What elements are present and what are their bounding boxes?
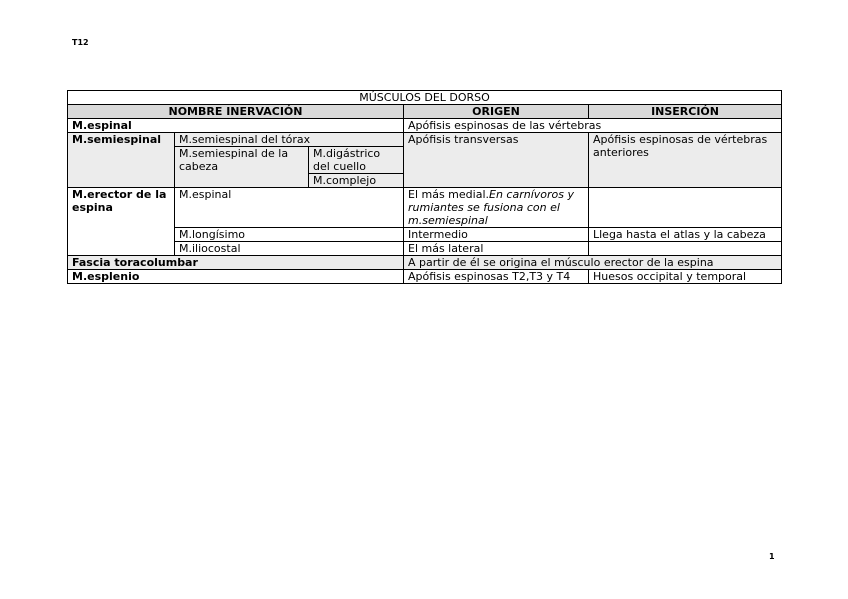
origen-esplenio: Apófisis espinosas T2,T3 y T4 [404,270,589,284]
table-header-row [68,105,782,119]
table-title: MÚSCULOS DEL DORSO [68,91,782,105]
submuscle-torax: M.semiespinal del tórax [175,133,404,147]
origen-espinal: Apófisis espinosas de las vértebras [404,119,782,133]
header-origen: ORIGEN [404,105,589,119]
insercion-esplenio: Huesos occipital y temporal [589,270,782,284]
submuscle-complejo: M.complejo [309,174,404,188]
origen-iliocostal: El más lateral [404,242,589,256]
insercion-semiespinal: Apófisis espinosas de vértebras anteriores [589,133,782,188]
submuscle-iliocostal: M.iliocostal [175,242,404,256]
insercion-erector-espinal [589,188,782,228]
submuscle-cabeza: M.semiespinal de la cabeza [175,147,309,188]
muscle-name-semiespinal: M.semiespinal [68,133,175,188]
muscle-name-esplenio: M.esplenio [68,270,404,284]
origen-erector-espinal-plain: El más medial. [408,188,490,201]
header-insercion: INSERCIÓN [589,105,782,119]
submuscle-espinal: M.espinal [175,188,404,228]
origen-longisimo: Intermedio [404,228,589,242]
origen-erector-espinal-note: En carnívoros y rumiantes se fusiona con el m.semiespinal [408,188,575,227]
insercion-longisimo: Llega hasta el atlas y la cabeza [589,228,782,242]
table-row-erector-longisimo [68,228,782,242]
page-number: 1 [769,552,775,561]
table-row-esplenio [68,270,782,284]
origen-semiespinal: Apófisis transversas [404,133,589,188]
origen-fascia: A partir de él se origina el músculo erector de la espina [404,256,782,270]
muscle-name-espinal: M.espinal [68,119,404,133]
origen-erector-espinal [404,188,589,228]
header-nombre: NOMBRE INERVACIÓN [68,105,404,119]
insercion-iliocostal [589,242,782,256]
submuscle-digastrico: M.digástrico del cuello [309,147,404,174]
table-row-espinal [68,119,782,133]
table-row-fascia [68,256,782,270]
muscle-name-fascia: Fascia toracolumbar [68,256,404,270]
muscles-table [67,90,782,284]
table-row-erector-iliocostal [68,242,782,256]
table-row-semiespinal [68,133,782,147]
muscle-name-erector: M.erector de la espina [68,188,175,256]
header-code: T12 [72,38,89,47]
submuscle-longisimo: M.longísimo [175,228,404,242]
table-title-row [68,91,782,105]
table-row-erector-espinal [68,188,782,228]
